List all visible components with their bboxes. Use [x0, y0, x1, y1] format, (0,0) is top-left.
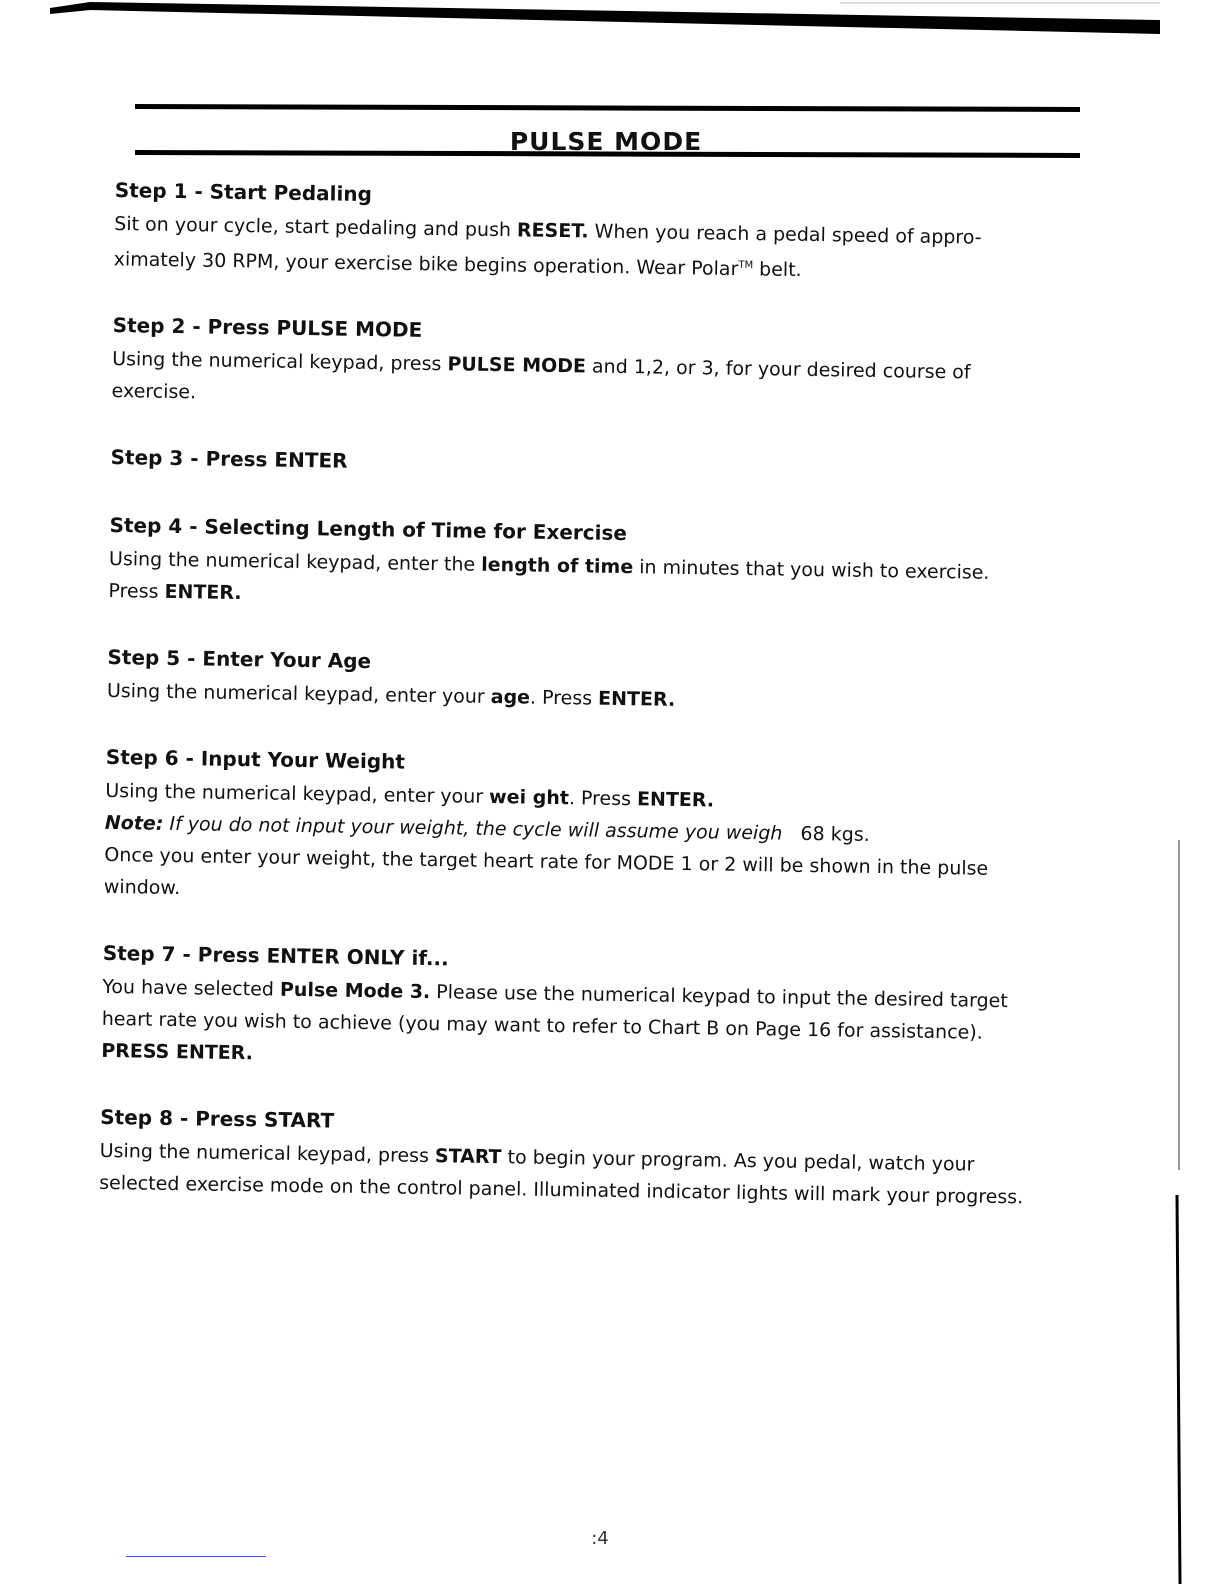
page-number: :4: [591, 1528, 609, 1549]
note-text: If you do not input your weight, the cycle will assume you weigh: [163, 813, 783, 845]
step-body: Using the numerical keypad, enter the length of time in minutes that you wish to exercise. Press ENTER.: [108, 548, 990, 605]
step-title: Step 8 - Press START: [100, 1105, 335, 1133]
step-body: You have selected Pulse Mode 3. Please use the numerical keypad to input the desired target heart rate you wish to achieve (you may want to refer to Chart B on Page 16 for assistance). PRESS ENTER.: [101, 976, 1008, 1065]
step-5: [107, 645, 1043, 722]
note-value: 68 kgs.: [800, 823, 870, 847]
step-3: [110, 445, 1045, 484]
step-7: [101, 941, 1038, 1082]
step-title: Step 1 - Start Pedaling: [114, 178, 373, 207]
step-2: [111, 313, 1047, 422]
step-1: [113, 178, 1049, 290]
step-body: Using the numerical keypad, press START to begin your program. As you pedal, watch your selected exercise mode on the control panel. Illuminated indicator lights will mark your progress.: [99, 1140, 1024, 1209]
step-body: Using the numerical keypad, enter your wei ght. Press ENTER.: [105, 780, 715, 812]
step-title: Step 5 - Enter Your Age: [107, 645, 372, 674]
step-extra: Once you enter your weight, the target heart rate for MODE 1 or 2 will be shown in the pulse window.: [103, 844, 989, 900]
step-title: Step 6 - Input Your Weight: [105, 745, 406, 774]
header-rule-top: [135, 104, 1080, 112]
step-title: Step 7 - Press ENTER ONLY if...: [102, 941, 449, 971]
scan-top-edge: [0, 0, 1224, 40]
step-title: Step 2 - Press PULSE MODE: [112, 313, 423, 343]
step-6: [104, 745, 1041, 918]
step-title: Step 4 - Selecting Length of Time for Exercise: [109, 513, 628, 546]
steps-content: [98, 178, 1050, 1252]
step-4: [108, 513, 1044, 622]
step-body: Sit on your cycle, start pedaling and push RESET. When you reach a pedal speed of appro-ximately 30 RPM, your exercise bike begins operation. Wear Polar™ belt.: [113, 212, 982, 282]
scan-bottom-mark: [126, 1556, 266, 1557]
step-8: [99, 1105, 1035, 1214]
page-title: PULSE MODE: [509, 127, 703, 156]
step-title: Step 3 - Press ENTER: [110, 445, 348, 474]
step-body: Using the numerical keypad, press PULSE MODE and 1,2, or 3, for your desired course of exercise.: [111, 348, 971, 404]
step-body: Using the numerical keypad, enter your age. Press ENTER.: [106, 680, 676, 712]
note-label: Note:: [104, 812, 164, 836]
scan-right-edge: [1144, 0, 1224, 1584]
